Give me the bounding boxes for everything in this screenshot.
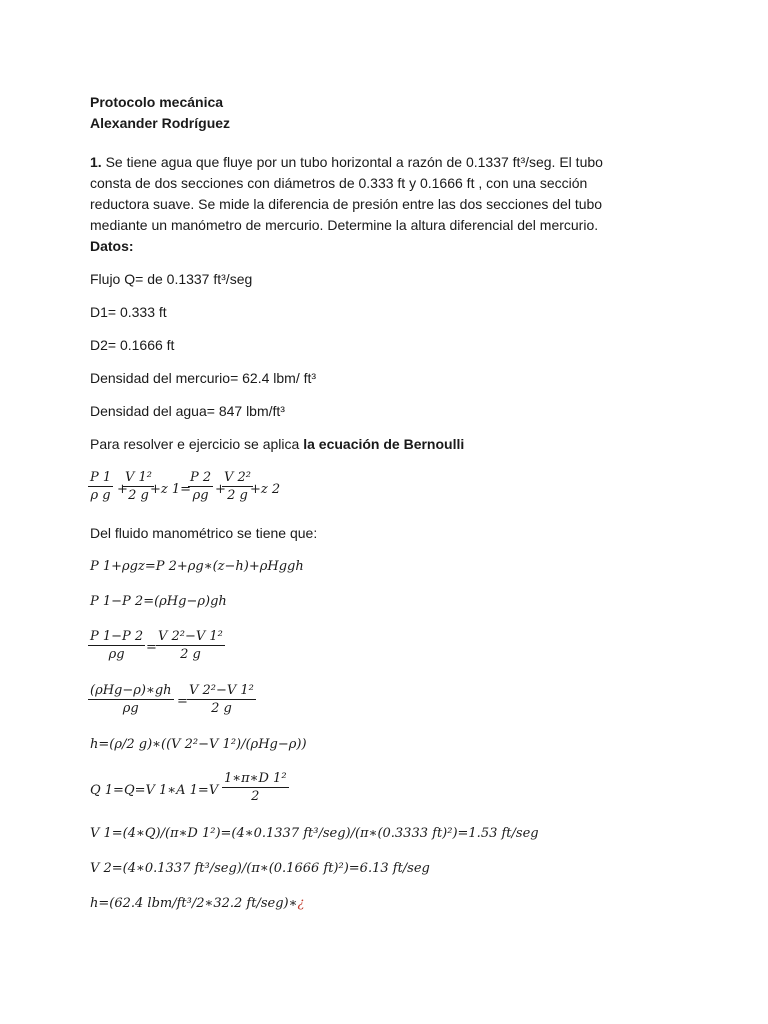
- datos-item-d2: D2= 0.1666 ft: [90, 337, 175, 353]
- method-sentence: Para resolver e ejercicio se aplica la ecuación de Bernoulli: [90, 436, 465, 452]
- equation-8: V 2=(4∗0.1337 ft³/seg)/(π∗(0.1666 ft)²)=6.13 ft/seg: [90, 861, 430, 876]
- problem-line-1: 1. Se tiene agua que fluye por un tubo horizontal a razón de 0.1337 ft³/seg. El tubo: [90, 154, 603, 170]
- document-author: Alexander Rodríguez: [90, 115, 231, 131]
- equation-2: P 1−P 2=(ρHg−ρ)gh: [90, 594, 227, 609]
- datos-heading: Datos:: [90, 238, 134, 254]
- equation-7: V 1=(4∗Q)/(π∗D 1²)=(4∗0.1337 ft³/seg)/(π∗(0.3333 ft)²)=1.53 ft/seg: [90, 826, 539, 841]
- fraction-p2-rho-g: $\frac{P 2}{\rho g}$: [190, 470, 212, 503]
- problem-line-3: reductora suave. Se mide la diferencia de presión entre las dos secciones del tubo: [90, 196, 603, 212]
- problem-line-4: mediante un manómetro de mercurio. Determine la altura diferencial del mercurio.: [90, 217, 599, 233]
- datos-item-flow: Flujo Q= de 0.1337 ft³/seg: [90, 271, 253, 287]
- error-marker: ¿: [297, 896, 305, 911]
- problem-line-2: consta de dos secciones con diámetros de 0.333 ft y 0.1666 ft , con una sección: [90, 175, 588, 191]
- document-title: Protocolo mecánica: [90, 94, 224, 110]
- datos-item-mercury-density: Densidad del mercurio= 62.4 lbm/ ft³: [90, 370, 317, 386]
- problem-number: 1.: [90, 154, 102, 170]
- equation-9: h=(62.4 lbm/ft³/2∗32.2 ft/seg)∗¿: [90, 896, 305, 911]
- document-page: Protocolo mecánica Alexander Rodríguez 1. Se tiene agua que fluye por un tubo horizontal a razón de 0.1337 ft³/seg. El tubo consta de dos secciones con diámetros de 0.333 ft y 0.1666 ft , con una sección reductora suave. Se mide la diferencia de presión entre las dos secciones del tubo mediante un manómetro de mercurio. Determine la altura diferencial del mercurio. Datos: Flujo Q= de 0.1337 ft³/seg D1= 0.333 ft D2= 0.1666 ft Densidad del mercurio= 62.4 lbm/ ft³ Densidad del agua= 847 lbm/ft³ Para resolver e ejercicio se aplica la ecuación de Bernoulli $\frac{P 1}{\text{ρ g}}$ + $\frac{\text{V 1²}}{2 g}$ +z 1= $\frac{P 2}{\rho g}$ + $\frac{\text{V 2²}}{2 g}$ +z 2 Del fluido manométrico se tiene que: P 1+ρgz=P 2+ρg∗(z−h)+ρHggh P 1−P 2=(ρHg−ρ)gh $\frac{P 1-P 2}{\rho g}$ = $\frac{\text{V 2²−V 1²}}{2 g}$ (ρHg−ρ)∗gh ρg = $\frac{\text{V 2²−V 1²}}{2 g}$ h=(ρ/2 g)∗((V 2²−V 1²)/(ρHg−ρ)) Q 1=Q=V 1∗A 1=V $\frac{\text{1∗π∗D 1²}}{2}$ V 1=(4∗Q)/(π∗D 1²)=(4∗0.1337 ft³/seg)/(π∗(0.3333 ft)²)=1.53 ft/seg V 2=(4∗0.1337 ft³/seg)/(π∗(0.1666 ft)²)=6.13 ft/seg h=(62.4 lbm/ft³/2∗32.2 ft/seg)∗¿: [90, 94, 603, 911]
- fraction-p1-rho-g: $\frac{P 1}{\text{ρ g}}$: [90, 470, 112, 503]
- bernoulli-tail: +z 2: [250, 482, 281, 497]
- equation-5: h=(ρ/2 g)∗((V 2²−V 1²)/(ρHg−ρ)): [90, 737, 307, 752]
- datos-item-d1: D1= 0.333 ft: [90, 304, 167, 320]
- fraction-v2-2g: $\frac{\text{V 2²}}{2 g}$: [224, 470, 252, 503]
- manometric-intro: Del fluido manométrico se tiene que:: [90, 525, 318, 541]
- fraction-v1-2g: $\frac{\text{V 1²}}{2 g}$: [125, 470, 153, 503]
- bernoulli-middle: +z 1=: [150, 482, 192, 497]
- datos-item-water-density: Densidad del agua= 847 lbm/ft³: [90, 403, 285, 419]
- equation-1: P 1+ρgz=P 2+ρg∗(z−h)+ρHggh: [90, 559, 304, 574]
